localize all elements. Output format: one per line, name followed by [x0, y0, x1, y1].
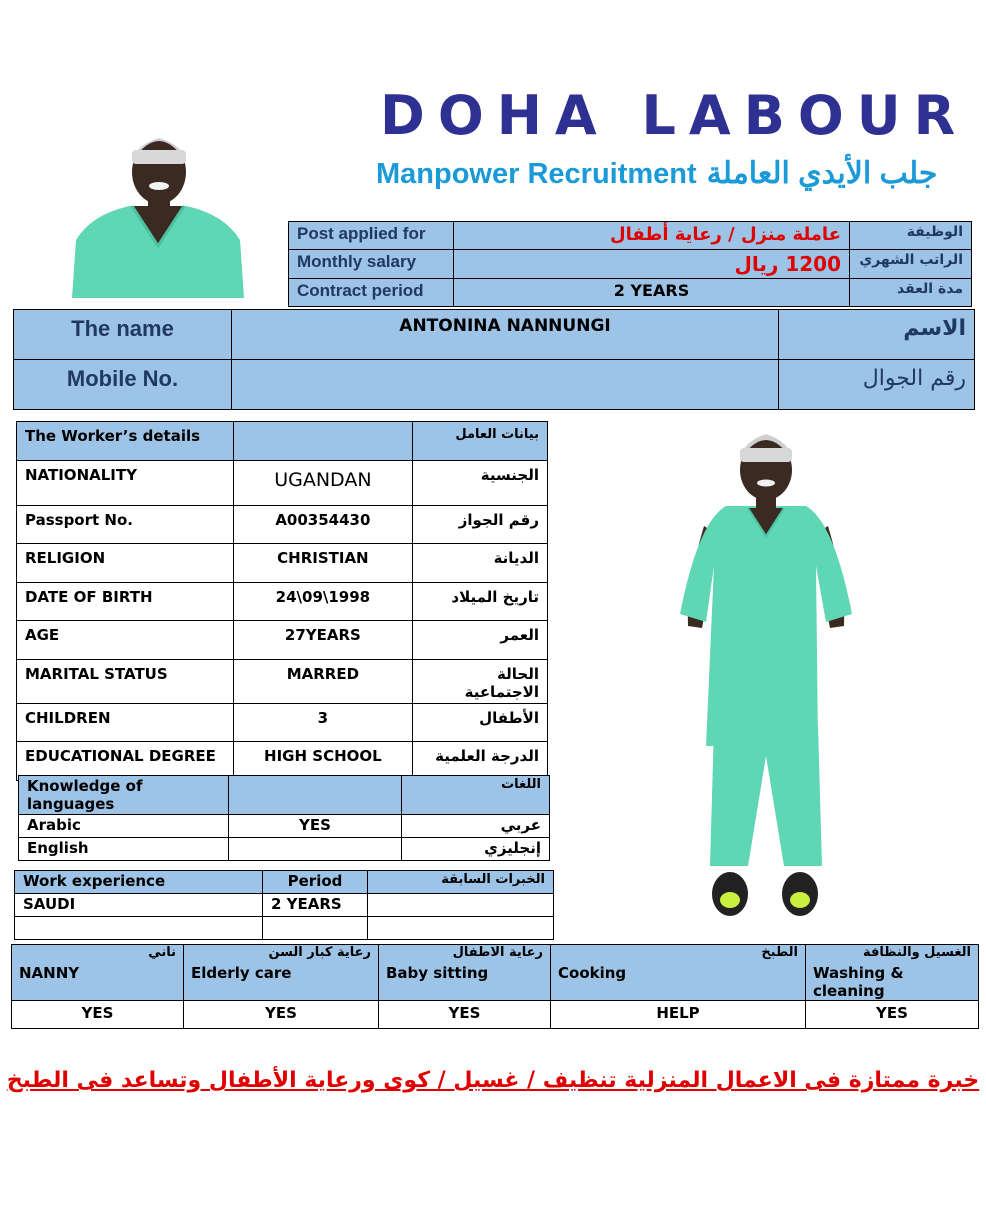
worker-portrait-photo: [72, 122, 244, 298]
skill-header-ar: ناني: [148, 945, 176, 960]
salary-row: [289, 250, 972, 279]
language-row-arabic: [19, 815, 550, 838]
details-header-ar: بيانات العامل: [413, 422, 548, 461]
contract-label: Contract period: [289, 279, 454, 307]
experience-header-ar: الخبرات السابقة: [368, 871, 554, 894]
experience-country: SAUDI: [15, 894, 263, 917]
name-label-ar: الاسم: [779, 310, 975, 360]
contract-value: 2 YEARS: [454, 279, 850, 307]
skill-header-nanny: [12, 945, 184, 1001]
mobile-value: [232, 360, 779, 410]
detail-value: HIGH SCHOOL: [233, 742, 413, 781]
details-header-row: [17, 422, 548, 461]
detail-label-ar: العمر: [413, 621, 548, 660]
experience-row: [15, 894, 554, 917]
skill-header-ar: رعاية كبار السن: [268, 945, 371, 960]
salary-label: Monthly salary: [289, 250, 454, 279]
contract-label-ar: مدة العقد: [850, 279, 972, 307]
detail-label-ar: الجنسية: [413, 460, 548, 505]
skills-header-row: [12, 945, 979, 1001]
detail-label-ar: الديانة: [413, 544, 548, 583]
detail-label-ar: الأطفال: [413, 703, 548, 742]
details-header: The Worker’s details: [17, 422, 234, 461]
post-label: Post applied for: [289, 222, 454, 250]
skill-header-en: Baby sitting: [386, 964, 489, 982]
detail-label: AGE: [17, 621, 234, 660]
language-label-ar: إنجليزي: [402, 838, 550, 861]
languages-header-row: [19, 776, 550, 815]
post-label-ar: الوظيفة: [850, 222, 972, 250]
salary-value: 1200 ريال: [454, 250, 850, 279]
languages-header-ar: اللغات: [402, 776, 550, 815]
detail-label-ar: الحالة الاجتماعية: [413, 659, 548, 703]
skill-header-en: NANNY: [19, 964, 80, 982]
skill-header-ar: الطبخ: [761, 945, 798, 960]
name-row: [14, 310, 975, 360]
skill-header-ar: الغسيل والنظافة: [862, 945, 971, 960]
post-value: عاملة منزل / رعاية أطفال: [454, 222, 850, 250]
name-table: [13, 309, 975, 410]
logo-subtitle-ar: جلب الأيدي العاملة: [706, 157, 938, 190]
skill-header-cooking: [551, 945, 806, 1001]
experience-extra: [368, 917, 554, 940]
logo-subtitle-en: Manpower Recruitment: [376, 158, 697, 190]
experience-period: [263, 917, 368, 940]
skill-header-ar: رعاية الاطفال: [452, 945, 543, 960]
language-row-english: [19, 838, 550, 861]
detail-value: UGANDAN: [233, 460, 413, 505]
detail-value: 24\09\1998: [233, 582, 413, 621]
detail-value: A00354430: [233, 505, 413, 544]
experience-country: [15, 917, 263, 940]
language-label: English: [19, 838, 229, 861]
experience-period: 2 YEARS: [263, 894, 368, 917]
languages-header: Knowledge of languages: [19, 776, 229, 815]
detail-label: RELIGION: [17, 544, 234, 583]
language-value: YES: [229, 815, 402, 838]
skill-header-elderly: [184, 945, 379, 1001]
mobile-label: Mobile No.: [14, 360, 232, 410]
post-row: [289, 222, 972, 250]
skill-header-en: Washing & cleaning: [813, 964, 904, 1000]
detail-label-ar: رقم الجواز: [413, 505, 548, 544]
skills-value-row: [12, 1001, 979, 1029]
skill-header-baby: [379, 945, 551, 1001]
detail-value: 3: [233, 703, 413, 742]
detail-row-children: [17, 703, 548, 742]
detail-label: DATE OF BIRTH: [17, 582, 234, 621]
salary-label-ar: الراتب الشهري: [850, 250, 972, 279]
name-label: The name: [14, 310, 232, 360]
detail-label: Passport No.: [17, 505, 234, 544]
skill-value: YES: [184, 1001, 379, 1029]
worker-full-photo: [676, 426, 856, 926]
experience-header-row: [15, 871, 554, 894]
experience-extra: [368, 894, 554, 917]
detail-row-dob: [17, 582, 548, 621]
details-header-empty: [233, 422, 413, 461]
worker-details-table: [16, 421, 548, 781]
detail-row-marital: [17, 659, 548, 703]
detail-row-religion: [17, 544, 548, 583]
language-label: Arabic: [19, 815, 229, 838]
detail-label-ar: الدرجة العلمية: [413, 742, 548, 781]
mobile-row: [14, 360, 975, 410]
contract-row: [289, 279, 972, 307]
skill-value: YES: [806, 1001, 979, 1029]
work-experience-table: [14, 870, 554, 940]
language-label-ar: عربي: [402, 815, 550, 838]
skill-value: YES: [379, 1001, 551, 1029]
detail-label: NATIONALITY: [17, 460, 234, 505]
skills-table: [11, 944, 979, 1029]
company-logo-title: DOHA LABOUR: [380, 84, 969, 147]
mobile-label-ar: رقم الجوال: [779, 360, 975, 410]
detail-label: EDUCATIONAL DEGREE: [17, 742, 234, 781]
detail-value: MARRED: [233, 659, 413, 703]
skill-value: YES: [12, 1001, 184, 1029]
language-value: [229, 838, 402, 861]
footer-experience-note: خبرة ممتازة فى الاعمال المنزلية تنظيف / غسيل / كوى ورعاية الأطفال وتساعد فى الطبخ: [6, 1068, 980, 1093]
name-value: ANTONINA NANNUNGI: [232, 310, 779, 360]
skill-value: HELP: [551, 1001, 806, 1029]
languages-table: [18, 775, 550, 861]
job-info-table: [288, 221, 972, 307]
detail-value: 27YEARS: [233, 621, 413, 660]
skill-header-en: Cooking: [558, 964, 627, 982]
company-logo-subtitle: [376, 156, 937, 191]
detail-label-ar: تاريخ الميلاد: [413, 582, 548, 621]
detail-row-nationality: [17, 460, 548, 505]
detail-label: CHILDREN: [17, 703, 234, 742]
detail-value: CHRISTIAN: [233, 544, 413, 583]
languages-header-empty: [229, 776, 402, 815]
experience-row: [15, 917, 554, 940]
experience-period-header: Period: [263, 871, 368, 894]
detail-row-passport: [17, 505, 548, 544]
skill-header-washing: [806, 945, 979, 1001]
detail-label: MARITAL STATUS: [17, 659, 234, 703]
detail-row-age: [17, 621, 548, 660]
experience-header: Work experience: [15, 871, 263, 894]
skill-header-en: Elderly care: [191, 964, 292, 982]
